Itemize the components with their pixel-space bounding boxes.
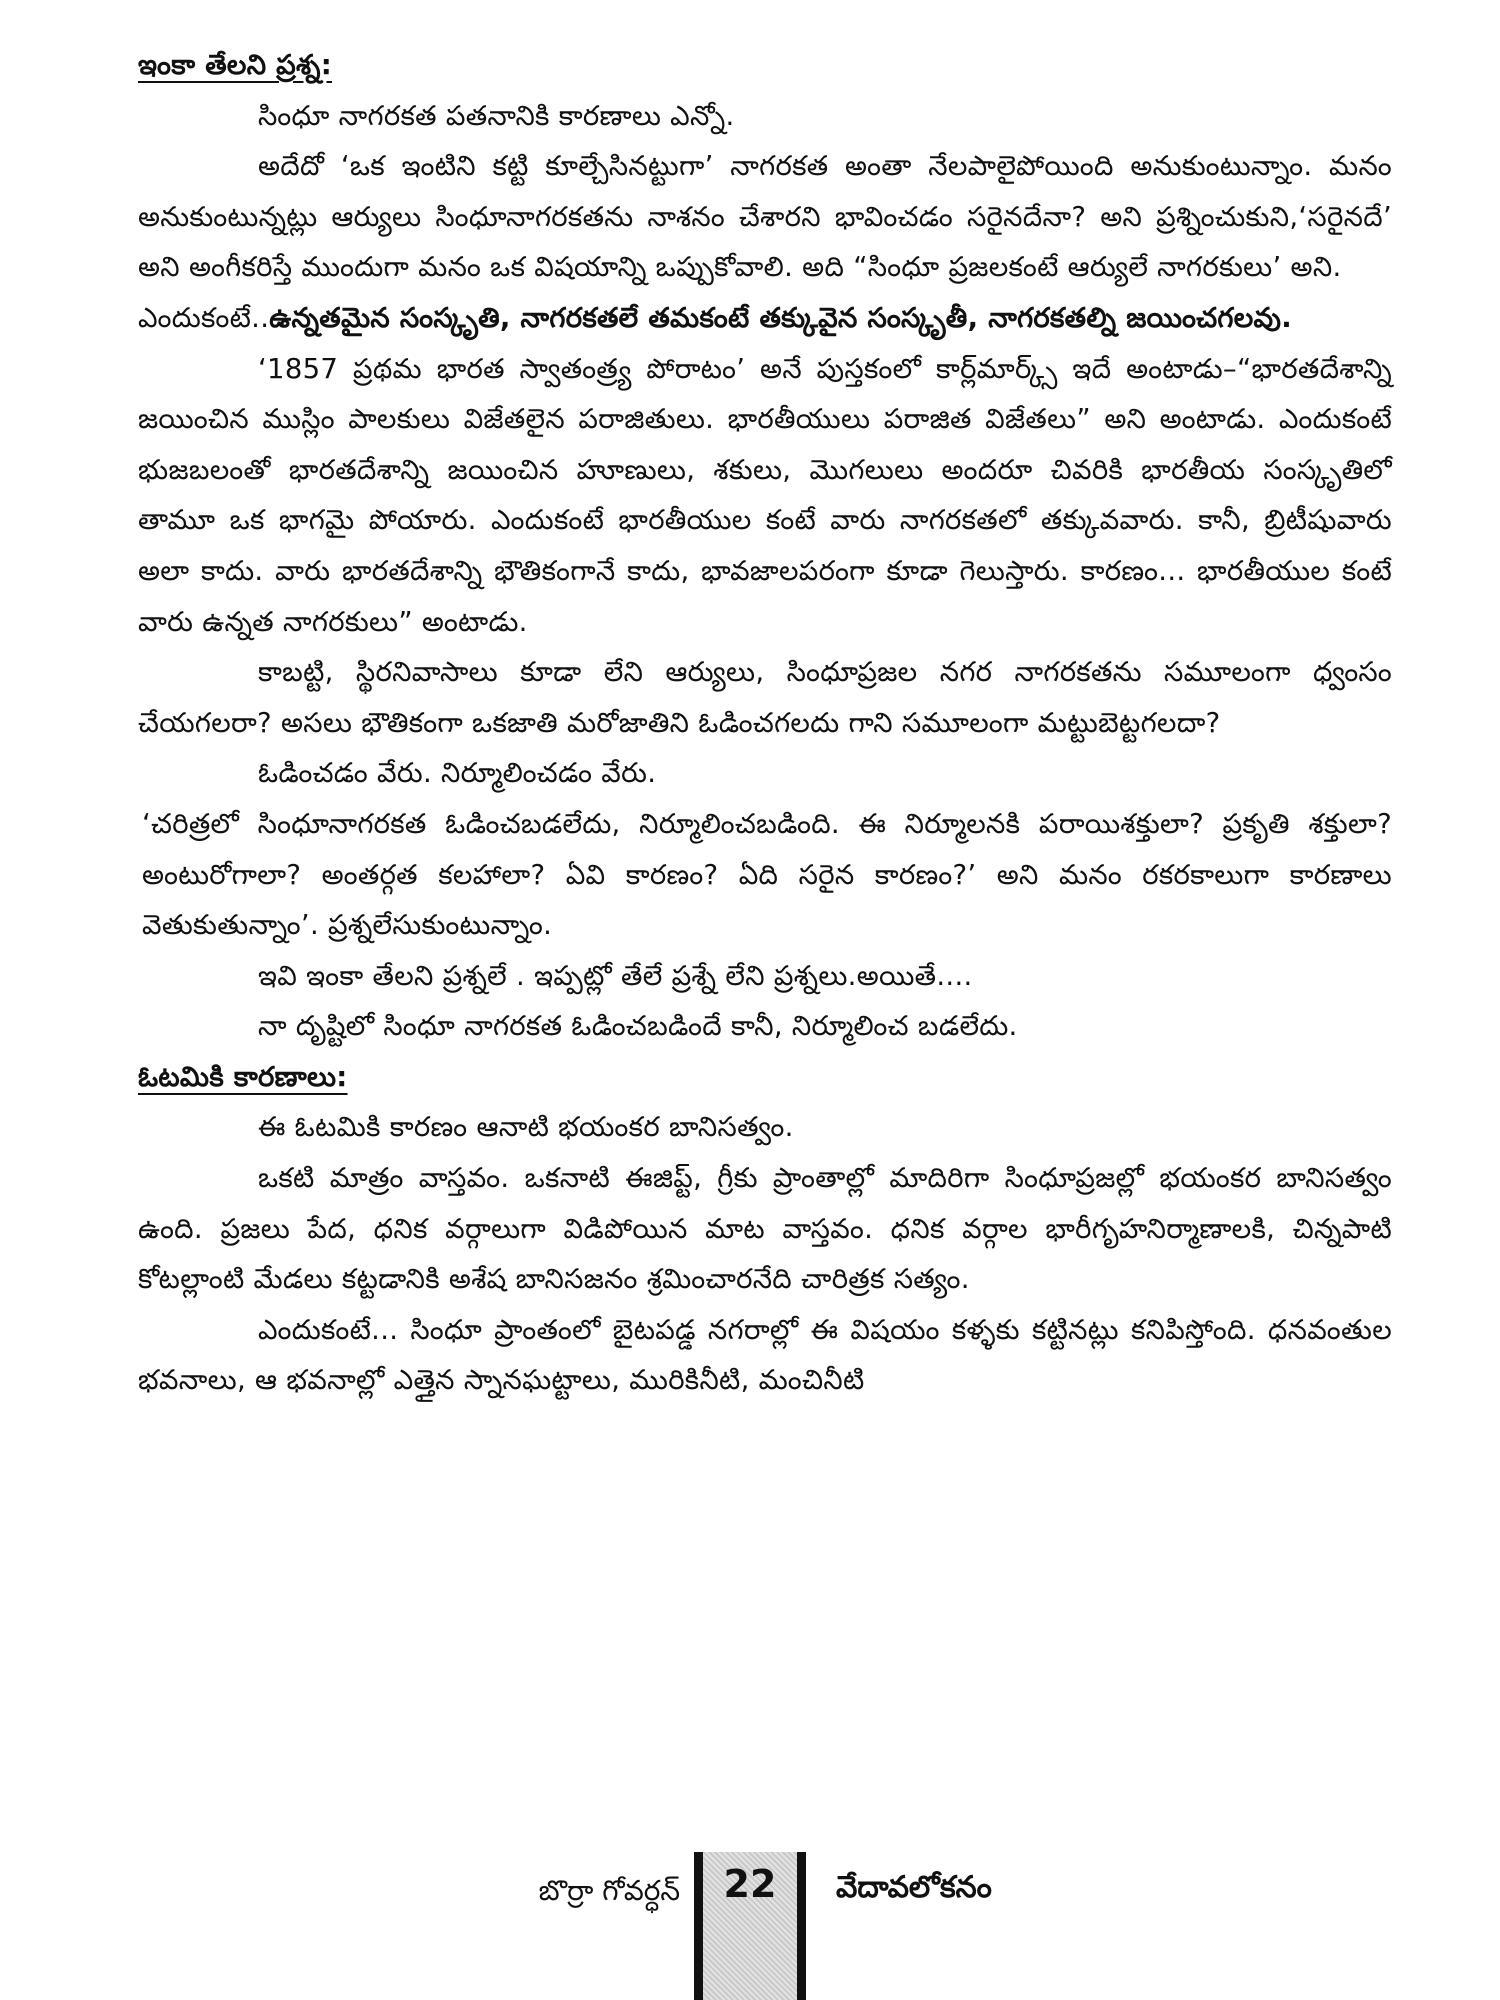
because-paragraph (138, 293, 1392, 344)
my-view-line: నా దృష్టిలో సింధూ నాగరకత ఓడించబడిందే కానీ, నిర్మూలించ బడలేదు. (258, 1010, 1018, 1043)
history-quote: ‘చరిత్రలో సింధూనాగరకత ఓడించబడలేదు, నిర్మూలించబడింది. ఈ నిర్మూలనకి పరాయిశక్తులా? ప్రకృతి శక్తులా? అంటురోగాలా? అంతర్గత కలహాలా? ఏవి కారణం? ఏది సరైన కారణం?’ అని మనం రకరకాలుగా కారణాలు వెతుకుతున్నాం’. ప్రశ్నలేసుకుంటున్నాం. (142, 807, 1392, 942)
paragraph: ఒకటి మాత్రం వాస్తవం. ఒకనాటి ఈజిప్ట్, గ్రీకు ప్రాంతాల్లో మాదిరిగా సింధూప్రజల్లో భయంకర బానిసత్వం ఉంది. ప్రజలు పేద, ధనిక వర్గాలుగా విడిపోయిన మాట వాస్తవం. ధనిక వర్గాల భారీగృహనిర్మాణాలకి, చిన్నపాటి కోటల్లాంటి మేడలు కట్టడానికి అశేష బానిసజనం శ్రమించారనేది చారిత్రక సత్యం. (138, 1162, 1392, 1296)
still-questions-line: ఇవి ఇంకా తేలని ప్రశ్నలే . ఇప్పట్లో తేలే ప్రశ్నే లేని ప్రశ్నలు.అయితే.... (258, 959, 973, 992)
page-footer (0, 1852, 1500, 2000)
page-number: 22 (723, 1862, 777, 1906)
section-heading-reasons-for-defeat: ఓటమికి కారణాలు: (138, 1060, 348, 1093)
section-heading-unanswered-question: ఇంకా తేలని ప్రశ్న: (138, 49, 332, 81)
page-body (138, 40, 1392, 1406)
because-bold-statement: ఉన్నతమైన సంస్కృతి, నాగరకతలే తమకంటే తక్కువైన సంస్కృతీ, నాగరకతల్ని జయించగలవు. (269, 301, 1293, 334)
footer-book-title: వేదావలోకనం (836, 1870, 992, 1905)
defeat-line: ఓడించడం వేరు. నిర్మూలించడం వేరు. (258, 757, 657, 790)
paragraph: ఎందుకంటే... సింధూ ప్రాంతంలో బైటపడ్డ నగరాల్లో ఈ విషయం కళ్ళకు కట్టినట్లు కనిపిస్తోంది. ధనవంతుల భవనాలు, ఆ భవనాల్లో ఎత్తైన స్నానఘట్టాలు, మురికినీటి, మంచినీటి (138, 1313, 1392, 1397)
marx-paragraph: ‘1857 ప్రథమ భారత స్వాతంత్ర్య పోరాటం’ అనే పుస్తకంలో కార్ల్‌మార్క్స్ ఇదే అంటాడు–“భారతదేశాన్ని జయించిన ముస్లిం పాలకులు విజేతలైన పరాజితులు. భారతీయులు పరాజిత విజేతలు” అని అంటాడు. ఎందుకంటే భుజబలంతో భారతదేశాన్ని జయించిన హూణులు, శకులు, మొగలులు అందరూ చివరికి భారతీయ సంస్కృతిలో తామూ ఒక భాగమై పోయారు. ఎందుకంటే భారతీయుల కంటే వారు నాగరకతలో తక్కువవారు. కానీ, బ్రిటీషువారు అలా కాదు. వారు భారతదేశాన్ని భౌతికంగానే కాదు, భావజాలపరంగా కూడా గెలుస్తారు. కారణం... భారతీయుల కంటే వారు ఉన్నత నాగరకులు” అంటాడు. (138, 352, 1392, 638)
paragraph: సింధూ నాగరకత పతనానికి కారణాలు ఎన్నో. (258, 99, 735, 132)
because-prefix: ఎందుకంటే.. (138, 301, 270, 334)
paragraph: అదేదో ‘ఒక ఇంటిని కట్టి కూల్చేసినట్టుగా’ నాగరకత అంతా నేలపాలైపోయింది అనుకుంటున్నాం. మనం అనుకుంటున్నట్లు ఆర్యులు సింధూనాగరకతను నాశనం చేశారని భావించడం సరైనదేనా? అని ప్రశ్నించుకుని,‘సరైనదే’ అని అంగీకరిస్తే ముందుగా మనం ఒక విషయాన్ని ఒప్పుకోవాలి. అది “సింధూ ప్రజలకంటే ఆర్యులే నాగరకులు’ అని. (138, 150, 1392, 284)
footer-author: బొర్రా గోవర్ధన్ (538, 1874, 680, 1907)
therefore-paragraph: కాబట్టి, స్థిరనివాసాలు కూడా లేని ఆర్యులు, సింధూప్రజల నగర నాగరకతను సమూలంగా ధ్వంసం చేయగలరా? అసలు భౌతికంగా ఒకజాతి మరోజాతిని ఓడించగలదు గాని సమూలంగా మట్టుబెట్టగలదా? (138, 656, 1392, 739)
paragraph: ఈ ఓటమికి కారణం ఆనాటి భయంకర బానిసత్వం. (258, 1111, 794, 1144)
page-number-box (694, 1852, 806, 2000)
